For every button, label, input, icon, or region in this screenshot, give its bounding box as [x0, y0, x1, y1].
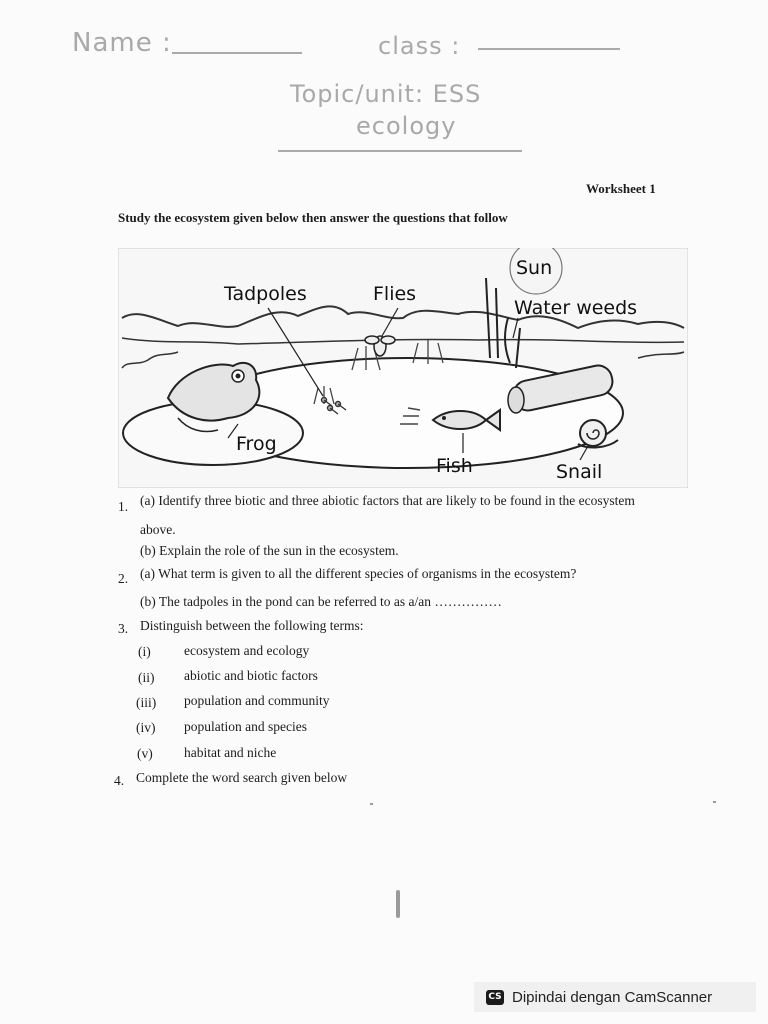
name-blank-line [172, 52, 302, 54]
question-3-text: Distinguish between the following terms: [140, 618, 364, 633]
question-2-number: 2. [118, 571, 129, 586]
class-blank-line [478, 48, 620, 50]
question-1b: (b) Explain the role of the sun in the ecosystem. [140, 543, 399, 558]
topic-label: Topic/unit: ESS [290, 80, 482, 108]
list-item-roman: (i) [138, 644, 151, 659]
instructions-text: Study the ecosystem given below then answer the questions that follow [118, 210, 508, 225]
question-4-number: 4. [114, 773, 125, 788]
pond-ecosystem-diagram [118, 248, 688, 488]
question-4-text: Complete the word search given below [136, 770, 348, 785]
label-water-weeds: Water weeds [514, 297, 638, 319]
label-frog: Frog [236, 433, 277, 455]
question-2b: (b) The tadpoles in the pond can be referred to as a/an …………… [140, 594, 502, 609]
label-flies: Flies [373, 283, 417, 305]
question-2a: (a) What term is given to all the different species of organisms in the ecosystem? [140, 566, 577, 581]
question-1a-line2: above. [140, 522, 176, 537]
question-3-number: 3. [118, 621, 129, 636]
name-label: Name : [72, 28, 172, 58]
question-1a-line1: (a) Identify three biotic and three abiotic factors that are likely to be found in the ecosystem [140, 493, 635, 508]
scan-mark [396, 890, 400, 918]
list-item-roman: (iii) [136, 695, 157, 710]
list-item-text: population and species [184, 719, 307, 734]
topic-underline [278, 150, 522, 152]
watermark-text: Dipindai dengan CamScanner [512, 988, 713, 1006]
topic-subject: ecology [356, 112, 457, 140]
scan-mark [713, 801, 716, 803]
class-label: class : [378, 32, 461, 60]
list-item-text: population and community [184, 693, 330, 708]
list-item-text: habitat and niche [184, 745, 277, 760]
label-sun: Sun [516, 257, 553, 279]
list-item-text: abiotic and biotic factors [184, 668, 318, 683]
list-item-text: ecosystem and ecology [184, 643, 310, 658]
camscanner-watermark [474, 982, 756, 1012]
camscanner-logo-icon: CS [486, 990, 504, 1005]
list-item-roman: (iv) [136, 720, 156, 735]
label-fish: Fish [436, 455, 473, 477]
scan-mark [370, 803, 373, 805]
label-snail: Snail [556, 461, 603, 483]
question-1-number: 1. [118, 499, 129, 514]
list-item-roman: (v) [137, 746, 153, 761]
list-item-roman: (ii) [138, 670, 155, 685]
label-tadpoles: Tadpoles [224, 283, 307, 305]
worksheet-number: Worksheet 1 [586, 181, 656, 196]
